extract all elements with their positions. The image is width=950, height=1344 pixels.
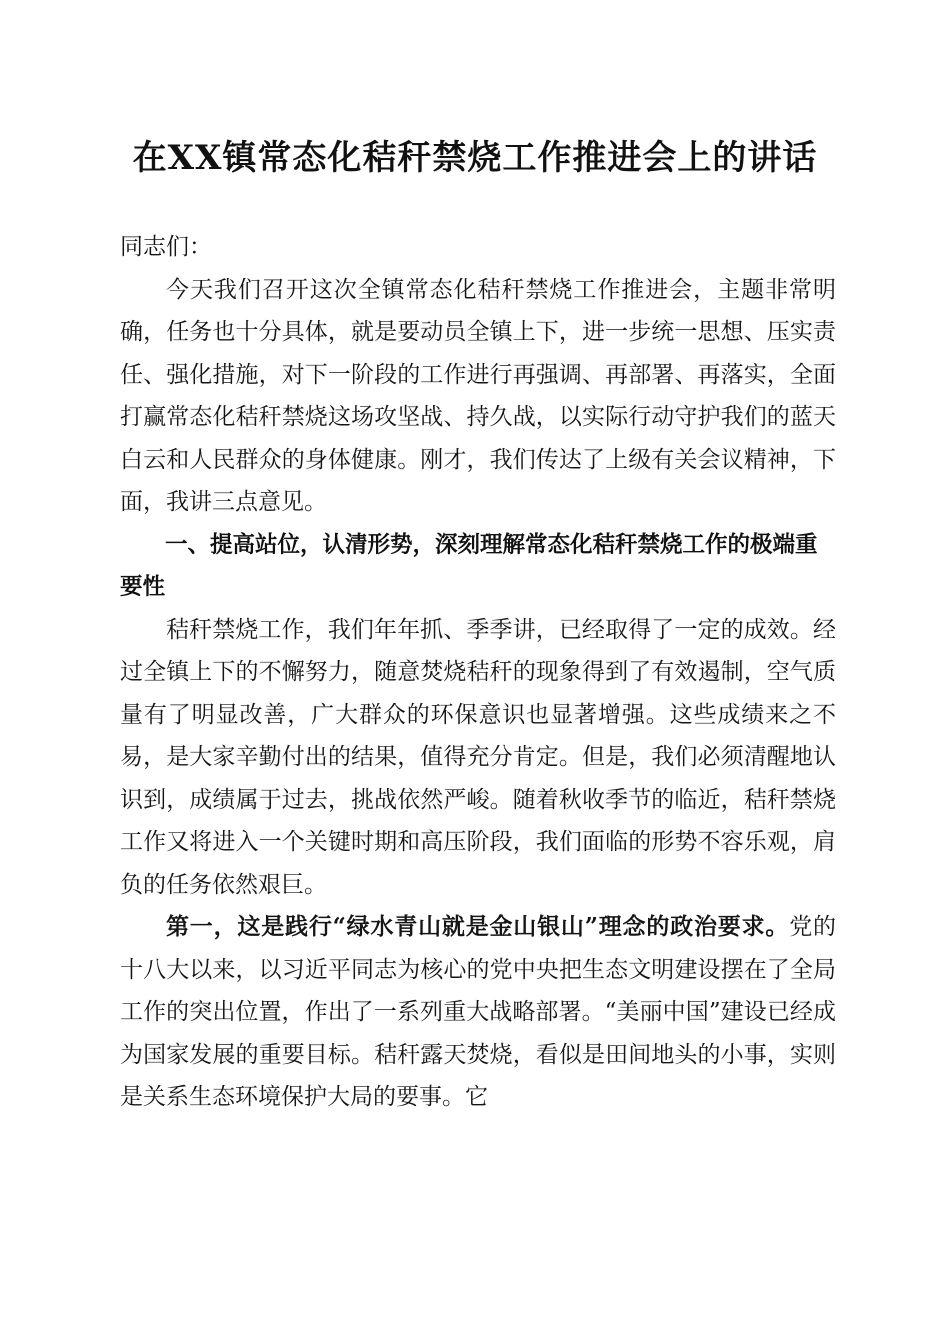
salutation: 同志们：: [120, 234, 212, 260]
document-title: 在XX镇常态化秸秆禁烧工作推进会上的讲话: [132, 138, 818, 178]
point-1-body: 党的十八大以来，以习近平同志为核心的党中央把生态文明建设摆在了全局工作的突出位置，作出了一系列重大战略部署。“美丽中国”建设已经成为国家发展的重要目标。秸秆露天焚烧，看似是田间地头的小事，实则是关系生态环境保护大局的要事。它: [120, 914, 836, 1110]
intro-paragraph: 今天我们召开这次全镇常态化秸秆禁烧工作推进会，主题非常明确，任务也十分具体，就是要动员全镇上下，进一步统一思想、压实责任、强化措施，对下一阶段的工作进行再强调、再部署、再落实，全面打赢常态化秸秆禁烧这场攻坚战、持久战，以实际行动守护我们的蓝天白云和人民群众的身体健康。刚才，我们传达了上级有关会议精神，下面，我讲三点意见。: [120, 276, 836, 515]
point-1-paragraph: [120, 906, 836, 1119]
point-1-lead-in: 第一，这是践行“绿水青山就是金山银山”理念的政治要求。: [166, 913, 790, 940]
section-heading-1: 一、提高站位，认清形势，深刻理解常态化秸秆禁烧工作的极端重要性: [120, 531, 818, 600]
document-body: [120, 226, 836, 1119]
section-1-paragraph: 秸秆禁烧工作，我们年年抓、季季讲，已经取得了一定的成效。经过全镇上下的不懈努力，随意焚烧秸秆的现象得到了有效遏制，空气质量有了明显改善，广大群众的环保意识也显著增强。这些成绩来之不易，是大家辛勤付出的结果，值得充分肯定。但是，我们必须清醒地认识到，成绩属于过去，挑战依然严峻。随着秋收季节的临近，秸秆禁烧工作又将进入一个关键时期和高压阶段，我们面临的形势不容乐观，肩负的任务依然艰巨。: [120, 616, 836, 898]
